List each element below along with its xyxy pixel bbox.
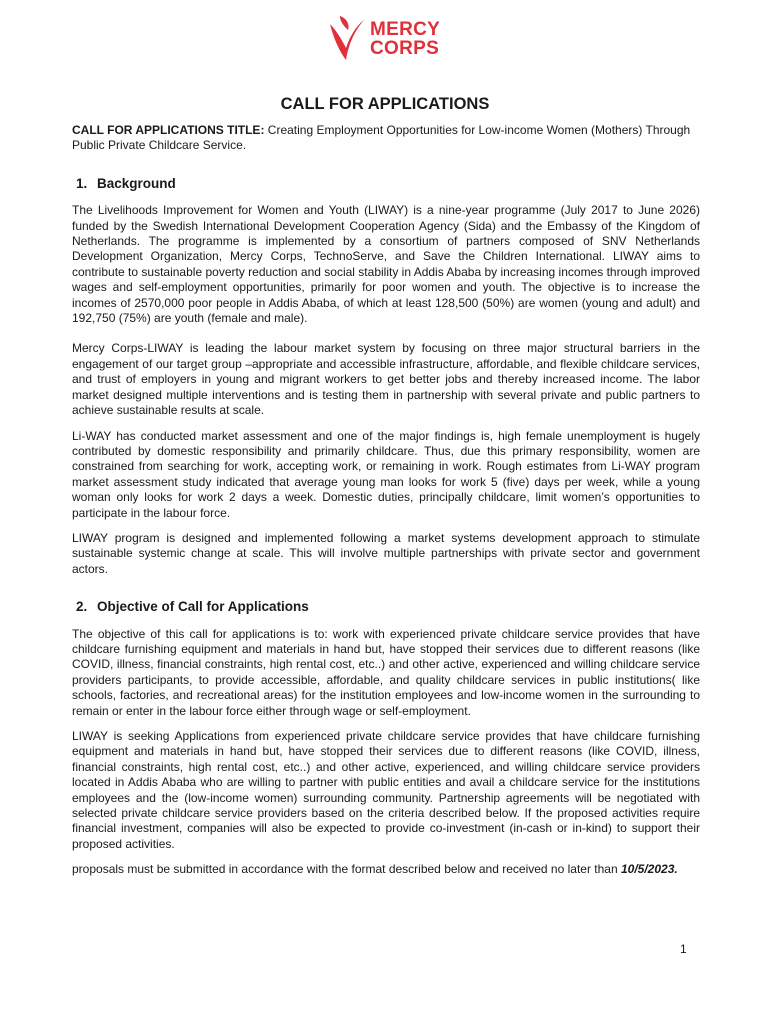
paragraph: The objective of this call for applications is to: work with experienced private childcare service provides that have childcare furnishing equipment and materials in hand but, have stopped their services due to different reasons (like COVID, illness, financial constraints, high rental cost, etc..) and other active, experienced and willing childcare service providers participants, to provide accessible, affordable, and quality childcare services in public institutions( like schools, factories, and recreational areas) for the institution employees and low-income women in the surrounding to remain or enter in the labour force either through wage or self-employment. [72, 626, 700, 718]
paragraph: Li-WAY has conducted market assessment and one of the major findings is, high female unemployment is hugely contributed by domestic responsibility and primarily childcare. Thus, due this primary responsibility, women are constrained from searching for work, accepting work, or remaining in work. Rough estimates from Li-WAY program market assessment study indicated that average young man looks for work 5 (five) days per week, while a young woman only looks for work 2 days a week. Domestic duties, principally childcare, limit women’s opportunities to participate in the labour force. [72, 428, 700, 520]
section-heading-background [76, 176, 700, 191]
cfa-title-label: CALL FOR APPLICATIONS TITLE: [72, 123, 265, 137]
mercy-corps-logo-icon [326, 14, 370, 64]
mercy-corps-logo [326, 14, 450, 64]
document-title: CALL FOR APPLICATIONS [280, 95, 490, 113]
closing-text: proposals must be submitted in accordance with the format described below and received no later than [72, 862, 618, 877]
paragraph: The Livelihoods Improvement for Women and Youth (LIWAY) is a nine-year programme (July 2017 to June 2026) funded by the Swedish International Development Cooperation Agency (Sida) and the Embassy of the Kingdom of Netherlands. The programme is implemented by a consortium of partners composed of SNV Netherlands Development Organization, Mercy Corps, TechnoServe, and Save the Children International. LIWAY aims to contribute to sustainable poverty reduction and social stability in Addis Ababa by increasing incomes through improved wages and self-employment opportunities, primarily for poor women and youth. The objective is to increase the incomes of 2570,000 poor people in Addis Ababa, of which at least 128,500 (50%) are women (young and adult) and 192,750 (75%) are youth (female and male). [72, 203, 700, 326]
cfa-title-text: Creating Employment Opportunities for Low-income Women (Mothers) Through Public Private Childcare Service. [72, 123, 691, 153]
section-heading-objective [76, 599, 700, 614]
logo-line-2: CORPS [370, 38, 440, 59]
section-number: 1. [76, 175, 88, 191]
page-number: 1 [680, 942, 687, 956]
document-body [72, 123, 700, 888]
section-title: Objective of Call for Applications [97, 599, 309, 615]
logo-wordmark [370, 20, 440, 58]
paragraph: LIWAY is seeking Applications from experienced private childcare service provides that have childcare furnishing equipment and materials in hand but, have stopped their services due to different reasons (like COVID, illness, financial constraints, high rental cost, etc..) and other active, experienced, and willing childcare service providers located in Addis Ababa who are willing to partner with public entities and avail a childcare service for the institutions employees and the (low-income women) surrounding community. Partnership agreements will be negotiated with selected private childcare service providers based on the criteria described below. If the proposed activities require financial investment, companies will also be expected to provide co-investment (in-cash or in-kind) to support their proposed activities. [72, 729, 700, 851]
paragraph: LIWAY program is designed and implemented following a market systems development approach to stimulate sustainable systemic change at scale. This will involve multiple partnerships with private sector and government actors. [72, 530, 700, 576]
cfa-title-line [72, 123, 700, 154]
logo-line-1: MERCY [370, 19, 441, 40]
paragraph: Mercy Corps-LIWAY is leading the labour market system by focusing on three major structural barriers in the engagement of our target group –appropriate and accessible infrastructure, affordable, and flexible childcare services, and trust of employers in young and migrant workers to get better jobs and thereby increased income. The labor market designed multiple interventions and is testing them in partnership with several private and public partners to achieve sustainable results at scale. [72, 341, 700, 418]
section-number: 2. [76, 599, 88, 615]
deadline-date: 10/5/2023. [620, 862, 678, 877]
submission-deadline-line [72, 862, 700, 877]
section-title: Background [97, 175, 176, 191]
